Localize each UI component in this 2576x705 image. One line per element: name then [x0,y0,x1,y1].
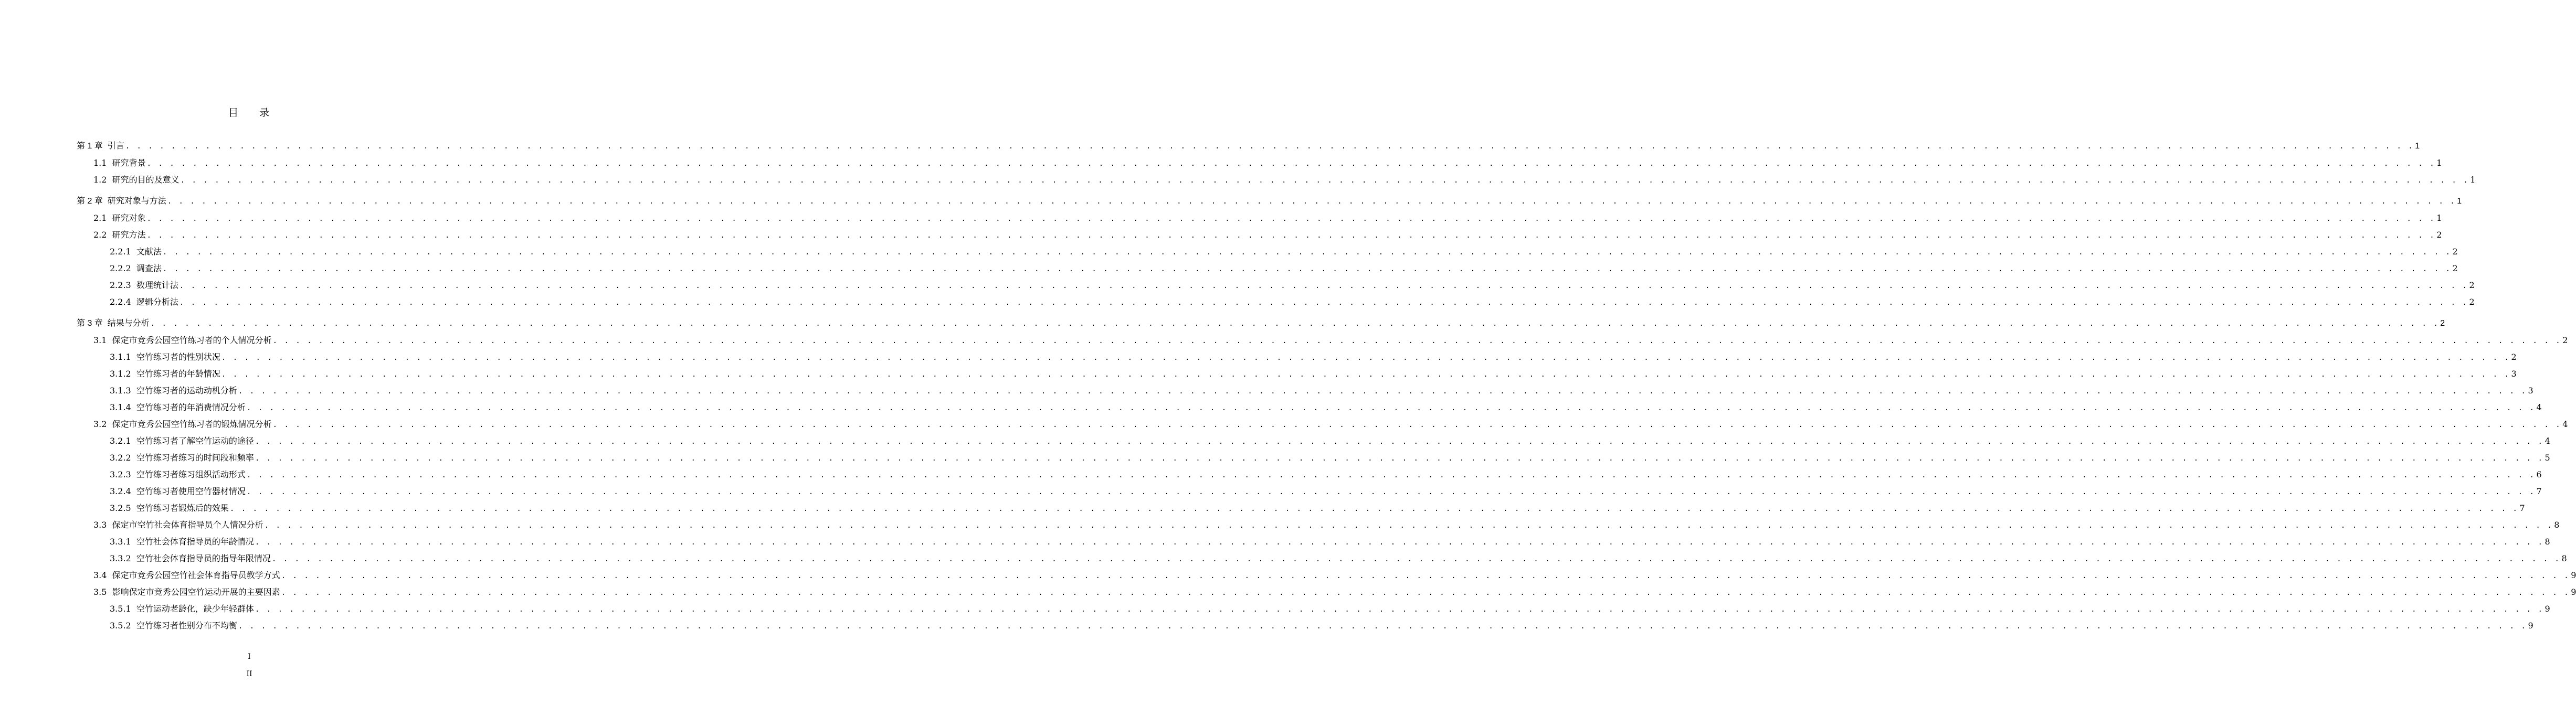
toc-leader-dots: . . . . . . . . . . . . . . . . . . . . . . . . . . . . . . . . . . . . . . . . . . . . . . . . . . . . . . . . . . . . . . . . . . . . . . . . . . . . . . . . . . . . . . . . . . . . . . . . . . . . . . . . . . . . . . . . . . . . . . . . . . . . . . . . . . . . . . . . . . . . . . . . . . . . . . . . . . . . . . . . . . . . . . . . . . . . . . . . . . . . . . . . . . . . . . . . . . . . . . . . [221,354,2510,362]
toc-entry[interactable] [110,619,2533,632]
toc-entry-title: 研究方法 [112,230,146,240]
toc-entry-number: 第 3 章 [77,319,108,328]
toc-entry[interactable] [77,195,2462,208]
toc-leader-dots: . . . . . . . . . . . . . . . . . . . . . . . . . . . . . . . . . . . . . . . . . . . . . . . . . . . . . . . . . . . . . . . . . . . . . . . . . . . . . . . . . . . . . . . . . . . . . . . . . . . . . . . . . . . . . . . . . . . . . . . . . . . . . . . . . . . . . . . . . . . . . . . . . . . . . . . . . . . . . . . . . . . . . . . . . . . . . . . . . . . . . . . . . . . . . . . . . . . . . . . . [150,319,2440,328]
toc-entry-title: 空竹社会体育指导员的指导年限情况 [136,553,271,563]
toc-entry-title: 保定市竞秀公园空竹社会体育指导员教学方式 [112,570,280,580]
toc-entry[interactable] [110,452,2550,464]
toc-entry-title: 研究背景 [112,158,146,168]
page-number: I [248,653,251,661]
toc-entry-number: 2.1 [93,213,112,223]
toc-entry-number: 1.2 [93,175,112,185]
toc-entry-page: 3 [2511,369,2517,379]
toc-entry[interactable] [110,468,2542,481]
toc-leader-dots: . . . . . . . . . . . . . . . . . . . . . . . . . . . . . . . . . . . . . . . . . . . . . . . . . . . . . . . . . . . . . . . . . . . . . . . . . . . . . . . . . . . . . . . . . . . . . . . . . . . . . . . . . . . . . . . . . . . . . . . . . . . . . . . . . . . . . . . . . . . . . . . . . . . . . . . . . . . . . . . . . . . . . . . . . . . . . . . . . . . . . . . . . . . . . . . . . . . . . . . . [246,488,2536,496]
toc-entry-number: 3.2.5 [110,503,136,513]
toc-entry-title: 空竹练习者使用空竹器材情况 [136,486,246,496]
toc-entry-page: 1 [2457,197,2462,206]
toc-entry-title: 保定市竞秀公园空竹练习者的锻炼情况分析 [112,419,272,429]
toc-entry-title: 逻辑分析法 [136,297,178,307]
toc-title-left: 目 [228,107,239,119]
toc-entry-page: 2 [2436,230,2442,240]
toc-entry-page: 1 [2415,142,2420,151]
toc-entry-number: 3.2.4 [110,486,136,496]
toc-entry-number: 第 2 章 [77,197,108,206]
toc-entry-number: 3.1.4 [110,402,136,412]
toc-leader-dots: . . . . . . . . . . . . . . . . . . . . . . . . . . . . . . . . . . . . . . . . . . . . . . . . . . . . . . . . . . . . . . . . . . . . . . . . . . . . . . . . . . . . . . . . . . . . . . . . . . . . . . . . . . . . . . . . . . . . . . . . . . . . . . . . . . . . . . . . . . . . . . . . . . . . . . . . . . . . . . . . . . . . . . . . . . . . . . . . . . . . . . . . . . . . . . . . . . . . . . . . [162,265,2452,273]
toc-entry-page: 1 [2470,175,2476,185]
toc-leader-dots: . . . . . . . . . . . . . . . . . . . . . . . . . . . . . . . . . . . . . . . . . . . . . . . . . . . . . . . . . . . . . . . . . . . . . . . . . . . . . . . . . . . . . . . . . . . . . . . . . . . . . . . . . . . . . . . . . . . . . . . . . . . . . . . . . . . . . . . . . . . . . . . . . . . . . . . . . . . . . . . . . . . . . . . . . . . . . . . . . . . . . . . . . . . . . . . . . . . . . . . . [179,282,2468,290]
toc-entry-page: 7 [2519,503,2525,513]
toc-leader-dots: . . . . . . . . . . . . . . . . . . . . . . . . . . . . . . . . . . . . . . . . . . . . . . . . . . . . . . . . . . . . . . . . . . . . . . . . . . . . . . . . . . . . . . . . . . . . . . . . . . . . . . . . . . . . . . . . . . . . . . . . . . . . . . . . . . . . . . . . . . . . . . . . . . . . . . . . . . . . . . . . . . . . . . . . . . . . . . . . . . . . . . . . . . . . . . . . . . . . . . . . [221,370,2510,379]
toc-entry-page: 7 [2536,486,2542,496]
toc-leader-dots: . . . . . . . . . . . . . . . . . . . . . . . . . . . . . . . . . . . . . . . . . . . . . . . . . . . . . . . . . . . . . . . . . . . . . . . . . . . . . . . . . . . . . . . . . . . . . . . . . . . . . . . . . . . . . . . . . . . . . . . . . . . . . . . . . . . . . . . . . . . . . . . . . . . . . . . . . . . . . . . . . . . . . . . . . . . . . . . . . . . . . . . . . . . . . . . . . . . . . . . . [238,622,2527,631]
toc-entry[interactable] [110,245,2458,258]
toc-leader-dots: . . . . . . . . . . . . . . . . . . . . . . . . . . . . . . . . . . . . . . . . . . . . . . . . . . . . . . . . . . . . . . . . . . . . . . . . . . . . . . . . . . . . . . . . . . . . . . . . . . . . . . . . . . . . . . . . . . . . . . . . . . . . . . . . . . . . . . . . . . . . . . . . . . . . . . . . . . . . . . . . . . . . . . . . . . . . . . . . . . . . . . . . . . . . . . . . . . . . . . . . [180,176,2469,185]
toc-entry-title: 文献法 [136,247,162,257]
toc-entry[interactable] [93,212,2442,225]
toc-leader-dots: . . . . . . . . . . . . . . . . . . . . . . . . . . . . . . . . . . . . . . . . . . . . . . . . . . . . . . . . . . . . . . . . . . . . . . . . . . . . . . . . . . . . . . . . . . . . . . . . . . . . . . . . . . . . . . . . . . . . . . . . . . . . . . . . . . . . . . . . . . . . . . . . . . . . . . . . . . . . . . . . . . . . . . . . . . . . . . . . . . . . . . . . . . . . . . . . . . . . . . . . [246,471,2536,479]
toc-entry[interactable] [110,296,2475,308]
toc-leader-dots: . . . . . . . . . . . . . . . . . . . . . . . . . . . . . . . . . . . . . . . . . . . . . . . . . . . . . . . . . . . . . . . . . . . . . . . . . . . . . . . . . . . . . . . . . . . . . . . . . . . . . . . . . . . . . . . . . . . . . . . . . . . . . . . . . . . . . . . . . . . . . . . . . . . . . . . . . . . . . . . . . . . . . . . . . . . . . . . . . . . . . . . . . . . . . . . . . . . . . . . . [255,454,2544,463]
section-page-number: II [246,670,252,678]
toc-entry-title: 空竹练习者了解空竹运动的途径 [136,436,254,446]
toc-entry-title: 保定市竞秀公园空竹练习者的个人情况分析 [112,335,272,345]
toc-entry[interactable] [93,586,2576,599]
toc-entry-title: 研究的目的及意义 [112,175,180,185]
toc-leader-dots: . . . . . . . . . . . . . . . . . . . . . . . . . . . . . . . . . . . . . . . . . . . . . . . . . . . . . . . . . . . . . . . . . . . . . . . . . . . . . . . . . . . . . . . . . . . . . . . . . . . . . . . . . . . . . . . . . . . . . . . . . . . . . . . . . . . . . . . . . . . . . . . . . . . . . . . . . . . . . . . . . . . . . . . . . . . . . . . . . . . . . . . . . . . . . . . . . . . . . . . . [255,538,2544,547]
toc-entry-title: 保定市空竹社会体育指导员个人情况分析 [112,520,263,530]
toc-entry-title: 空竹练习者的性别状况 [136,352,220,362]
toc-entry[interactable] [77,317,2445,330]
toc-entry-title: 空竹练习者锻炼后的效果 [136,503,229,513]
toc-entry[interactable] [110,552,2567,565]
toc-entry-number: 3.5.1 [110,604,136,614]
toc-entry-title: 影响保定市竞秀公园空竹运动开展的主要因素 [112,587,280,597]
toc-entry[interactable] [110,435,2550,447]
toc-entry-number: 3.2 [93,419,112,429]
toc-entry[interactable] [93,334,2568,347]
toc-entry-number: 3.1.2 [110,369,136,379]
toc-entry-number: 3.1 [93,335,112,345]
toc-entry-number: 1.1 [93,158,112,168]
toc-entry-page: 9 [2545,604,2550,614]
toc-entry-page: 1 [2436,158,2442,168]
toc-leader-dots: . . . . . . . . . . . . . . . . . . . . . . . . . . . . . . . . . . . . . . . . . . . . . . . . . . . . . . . . . . . . . . . . . . . . . . . . . . . . . . . . . . . . . . . . . . . . . . . . . . . . . . . . . . . . . . . . . . . . . . . . . . . . . . . . . . . . . . . . . . . . . . . . . . . . . . . . . . . . . . . . . . . . . . . . . . . . . . . . . . . . . . . . . . . . . . . . . . . . . . . . [255,437,2544,446]
toc-entry-title: 空竹练习者性别分布不均衡 [136,621,237,631]
toc-entry-page: 6 [2536,469,2542,479]
toc-entry[interactable] [110,603,2550,615]
toc-entry-number: 2.2.3 [110,280,136,290]
toc-entry[interactable] [93,229,2442,241]
toc-entry-title: 空竹运动老龄化，缺少年轻群体 [136,604,254,614]
toc-entry-number: 3.1.1 [110,352,136,362]
toc-entry-page: 2 [2440,319,2445,328]
toc-entry[interactable] [110,384,2533,397]
toc-leader-dots: . . . . . . . . . . . . . . . . . . . . . . . . . . . . . . . . . . . . . . . . . . . . . . . . . . . . . . . . . . . . . . . . . . . . . . . . . . . . . . . . . . . . . . . . . . . . . . . . . . . . . . . . . . . . . . . . . . . . . . . . . . . . . . . . . . . . . . . . . . . . . . . . . . . . . . . . . . . . . . . . . . . . . . . . . . . . . . . . . . . . . . . . . . . . . . . . . . . . . . . . [246,404,2536,412]
toc-leader-dots: . . . . . . . . . . . . . . . . . . . . . . . . . . . . . . . . . . . . . . . . . . . . . . . . . . . . . . . . . . . . . . . . . . . . . . . . . . . . . . . . . . . . . . . . . . . . . . . . . . . . . . . . . . . . . . . . . . . . . . . . . . . . . . . . . . . . . . . . . . . . . . . . . . . . . . . . . . . . . . . . . . . . . . . . . . . . . . . . . . . . . . . . . . . . . . . . . . . . . . . . [281,572,2570,580]
toc-leader-dots: . . . . . . . . . . . . . . . . . . . . . . . . . . . . . . . . . . . . . . . . . . . . . . . . . . . . . . . . . . . . . . . . . . . . . . . . . . . . . . . . . . . . . . . . . . . . . . . . . . . . . . . . . . . . . . . . . . . . . . . . . . . . . . . . . . . . . . . . . . . . . . . . . . . . . . . . . . . . . . . . . . . . . . . . . . . . . . . . . . . . . . . . . . . . . . . . . . . . . . . . [179,298,2468,307]
toc-leader-dots: . . . . . . . . . . . . . . . . . . . . . . . . . . . . . . . . . . . . . . . . . . . . . . . . . . . . . . . . . . . . . . . . . . . . . . . . . . . . . . . . . . . . . . . . . . . . . . . . . . . . . . . . . . . . . . . . . . . . . . . . . . . . . . . . . . . . . . . . . . . . . . . . . . . . . . . . . . . . . . . . . . . . . . . . . . . . . . . . . . . . . . . . . . . . . . . . . . . . . . . . [271,555,2561,563]
toc-entry-page: 4 [2536,402,2542,412]
toc-entry-number: 第 1 章 [77,142,108,151]
toc-entry-page: 2 [2562,335,2568,345]
toc-entry-page: 2 [2511,352,2517,362]
toc-entry-page: 9 [2571,570,2576,580]
toc-entry-title: 研究对象与方法 [107,197,166,206]
toc-entry[interactable] [110,536,2550,548]
toc-leader-dots: . . . . . . . . . . . . . . . . . . . . . . . . . . . . . . . . . . . . . . . . . . . . . . . . . . . . . . . . . . . . . . . . . . . . . . . . . . . . . . . . . . . . . . . . . . . . . . . . . . . . . . . . . . . . . . . . . . . . . . . . . . . . . . . . . . . . . . . . . . . . . . . . . . . . . . . . . . . . . . . . . . . . . . . . . . . . . . . . . . . . . . . . . . . . . . . . . . . . . . . . [167,197,2456,206]
toc-entry[interactable] [93,157,2442,169]
toc-title-right: 录 [259,107,271,119]
toc-entry-page: 4 [2545,436,2550,446]
toc-leader-dots: . . . . . . . . . . . . . . . . . . . . . . . . . . . . . . . . . . . . . . . . . . . . . . . . . . . . . . . . . . . . . . . . . . . . . . . . . . . . . . . . . . . . . . . . . . . . . . . . . . . . . . . . . . . . . . . . . . . . . . . . . . . . . . . . . . . . . . . . . . . . . . . . . . . . . . . . . . . . . . . . . . . . . . . . . . . . . . . . . . . . . . . . . . . . . . . . . . . . . . . . [238,387,2527,396]
toc-entry-number: 3.4 [93,570,112,580]
toc-entry-page: 8 [2545,537,2550,547]
toc-leader-dots: . . . . . . . . . . . . . . . . . . . . . . . . . . . . . . . . . . . . . . . . . . . . . . . . . . . . . . . . . . . . . . . . . . . . . . . . . . . . . . . . . . . . . . . . . . . . . . . . . . . . . . . . . . . . . . . . . . . . . . . . . . . . . . . . . . . . . . . . . . . . . . . . . . . . . . . . . . . . . . . . . . . . . . . . . . . . . . . . . . . . . . . . . . . . . . . . . . . . . . . . [146,231,2436,240]
toc-entry-page: 8 [2554,520,2560,530]
toc-entry-number: 2.2.1 [110,247,136,257]
toc-entry-page: 4 [2562,419,2568,429]
toc-entry-number: 3.1.3 [110,386,136,396]
toc-entry[interactable] [110,279,2475,292]
toc-leader-dots: . . . . . . . . . . . . . . . . . . . . . . . . . . . . . . . . . . . . . . . . . . . . . . . . . . . . . . . . . . . . . . . . . . . . . . . . . . . . . . . . . . . . . . . . . . . . . . . . . . . . . . . . . . . . . . . . . . . . . . . . . . . . . . . . . . . . . . . . . . . . . . . . . . . . . . . . . . . . . . . . . . . . . . . . . . . . . . . . . . . . . . . . . . . . . . . . . . . . . . . . [146,215,2436,223]
toc-entry[interactable] [93,418,2568,431]
toc-entry-title: 空竹练习者的运动动机分析 [136,386,237,396]
toc-entry-number: 2.2 [93,230,112,240]
toc-entry[interactable] [93,174,2476,186]
toc-entry-page: 3 [2528,386,2533,396]
toc-leader-dots: . . . . . . . . . . . . . . . . . . . . . . . . . . . . . . . . . . . . . . . . . . . . . . . . . . . . . . . . . . . . . . . . . . . . . . . . . . . . . . . . . . . . . . . . . . . . . . . . . . . . . . . . . . . . . . . . . . . . . . . . . . . . . . . . . . . . . . . . . . . . . . . . . . . . . . . . . . . . . . . . . . . . . . . . . . . . . . . . . . . . . . . . . . . . . . . . . . . . . . . . [272,337,2562,345]
toc-entry-title: 空竹练习者练习的时间段和频率 [136,453,254,463]
toc-entry-number: 3.3.2 [110,553,136,563]
toc-entry[interactable] [110,351,2517,364]
toc-entry-title: 空竹练习者练习组织活动形式 [136,469,246,479]
toc-entry[interactable] [77,140,2420,153]
toc-leader-dots: . . . . . . . . . . . . . . . . . . . . . . . . . . . . . . . . . . . . . . . . . . . . . . . . . . . . . . . . . . . . . . . . . . . . . . . . . . . . . . . . . . . . . . . . . . . . . . . . . . . . . . . . . . . . . . . . . . . . . . . . . . . . . . . . . . . . . . . . . . . . . . . . . . . . . . . . . . . . . . . . . . . . . . . . . . . . . . . . . . . . . . . . . . . . . . . . . . . . . . . . [272,421,2562,429]
toc-entry-title: 空竹社会体育指导员的年龄情况 [136,537,254,547]
toc-entry-number: 2.2.2 [110,263,136,273]
toc-entry-title: 空竹练习者的年消费情况分析 [136,402,246,412]
toc-entry-page: 1 [2436,213,2442,223]
toc-leader-dots: . . . . . . . . . . . . . . . . . . . . . . . . . . . . . . . . . . . . . . . . . . . . . . . . . . . . . . . . . . . . . . . . . . . . . . . . . . . . . . . . . . . . . . . . . . . . . . . . . . . . . . . . . . . . . . . . . . . . . . . . . . . . . . . . . . . . . . . . . . . . . . . . . . . . . . . . . . . . . . . . . . . . . . . . . . . . . . . . . . . . . . . . . . . . . . . . . . . . . . . . [146,159,2436,168]
toc-leader-dots: . . . . . . . . . . . . . . . . . . . . . . . . . . . . . . . . . . . . . . . . . . . . . . . . . . . . . . . . . . . . . . . . . . . . . . . . . . . . . . . . . . . . . . . . . . . . . . . . . . . . . . . . . . . . . . . . . . . . . . . . . . . . . . . . . . . . . . . . . . . . . . . . . . . . . . . . . . . . . . . . . . . . . . . . . . . . . . . . . . . . . . . . . . . . . . . . . . . . . . . . [162,248,2452,257]
toc-entry-number: 2.2.4 [110,297,136,307]
toc-entry-page: 5 [2545,453,2550,463]
toc-leader-dots: . . . . . . . . . . . . . . . . . . . . . . . . . . . . . . . . . . . . . . . . . . . . . . . . . . . . . . . . . . . . . . . . . . . . . . . . . . . . . . . . . . . . . . . . . . . . . . . . . . . . . . . . . . . . . . . . . . . . . . . . . . . . . . . . . . . . . . . . . . . . . . . . . . . . . . . . . . . . . . . . . . . . . . . . . . . . . . . . . . . . . . . . . . . . . . . . . . . . . . . . [264,521,2553,530]
toc-entry-number: 3.2.1 [110,436,136,446]
toc-entry-title: 空竹练习者的年龄情况 [136,369,220,379]
toc-entry[interactable] [110,502,2525,515]
toc-entry[interactable] [110,262,2458,275]
toc-entry[interactable] [93,569,2576,582]
toc-leader-dots: . . . . . . . . . . . . . . . . . . . . . . . . . . . . . . . . . . . . . . . . . . . . . . . . . . . . . . . . . . . . . . . . . . . . . . . . . . . . . . . . . . . . . . . . . . . . . . . . . . . . . . . . . . . . . . . . . . . . . . . . . . . . . . . . . . . . . . . . . . . . . . . . . . . . . . . . . . . . . . . . . . . . . . . . . . . . . . . . . . . . . . . . . . . . . . . . . . . . . . . . [281,589,2570,597]
toc-entry[interactable] [110,401,2542,414]
toc-entry-number: 3.3 [93,520,112,530]
toc-entry-number: 3.3.1 [110,537,136,547]
toc-entry[interactable] [110,368,2517,380]
toc-entry-title: 数理统计法 [136,280,178,290]
toc-entry-number: 3.5.2 [110,621,136,631]
toc-leader-dots: . . . . . . . . . . . . . . . . . . . . . . . . . . . . . . . . . . . . . . . . . . . . . . . . . . . . . . . . . . . . . . . . . . . . . . . . . . . . . . . . . . . . . . . . . . . . . . . . . . . . . . . . . . . . . . . . . . . . . . . . . . . . . . . . . . . . . . . . . . . . . . . . . . . . . . . . . . . . . . . . . . . . . . . . . . . . . . . . . . . . . . . . . . . . . . . . . . . . . . . . [255,605,2544,614]
toc-entry-title: 研究对象 [112,213,146,223]
toc-leader-dots: . . . . . . . . . . . . . . . . . . . . . . . . . . . . . . . . . . . . . . . . . . . . . . . . . . . . . . . . . . . . . . . . . . . . . . . . . . . . . . . . . . . . . . . . . . . . . . . . . . . . . . . . . . . . . . . . . . . . . . . . . . . . . . . . . . . . . . . . . . . . . . . . . . . . . . . . . . . . . . . . . . . . . . . . . . . . . . . . . . . . . . . . . . . . . . . . . . . . . . . . [229,505,2519,513]
toc-entry-title: 结果与分析 [107,319,150,328]
toc-entry-page: 2 [2469,280,2475,290]
toc-leader-dots: . . . . . . . . . . . . . . . . . . . . . . . . . . . . . . . . . . . . . . . . . . . . . . . . . . . . . . . . . . . . . . . . . . . . . . . . . . . . . . . . . . . . . . . . . . . . . . . . . . . . . . . . . . . . . . . . . . . . . . . . . . . . . . . . . . . . . . . . . . . . . . . . . . . . . . . . . . . . . . . . . . . . . . . . . . . . . . . . . . . . . . . . . . . . . . . . . . . . . . . . [125,142,2414,151]
toc-entry[interactable] [110,485,2542,498]
toc-entry-title: 引言 [107,142,124,151]
toc-entry-page: 2 [2469,297,2475,307]
toc-entry-page: 9 [2571,587,2576,597]
toc-title [0,105,499,121]
toc-entry-page: 8 [2561,553,2567,563]
toc-entry-number: 3.2.3 [110,469,136,479]
toc-entry-page: 9 [2528,621,2533,631]
toc-entry-page: 2 [2452,263,2458,273]
toc-entry-title: 调查法 [136,263,162,273]
toc-entry-number: 3.5 [93,587,112,597]
toc-entry[interactable] [93,519,2560,531]
toc-entry-page: 2 [2452,247,2458,257]
toc-entry-number: 3.2.2 [110,453,136,463]
